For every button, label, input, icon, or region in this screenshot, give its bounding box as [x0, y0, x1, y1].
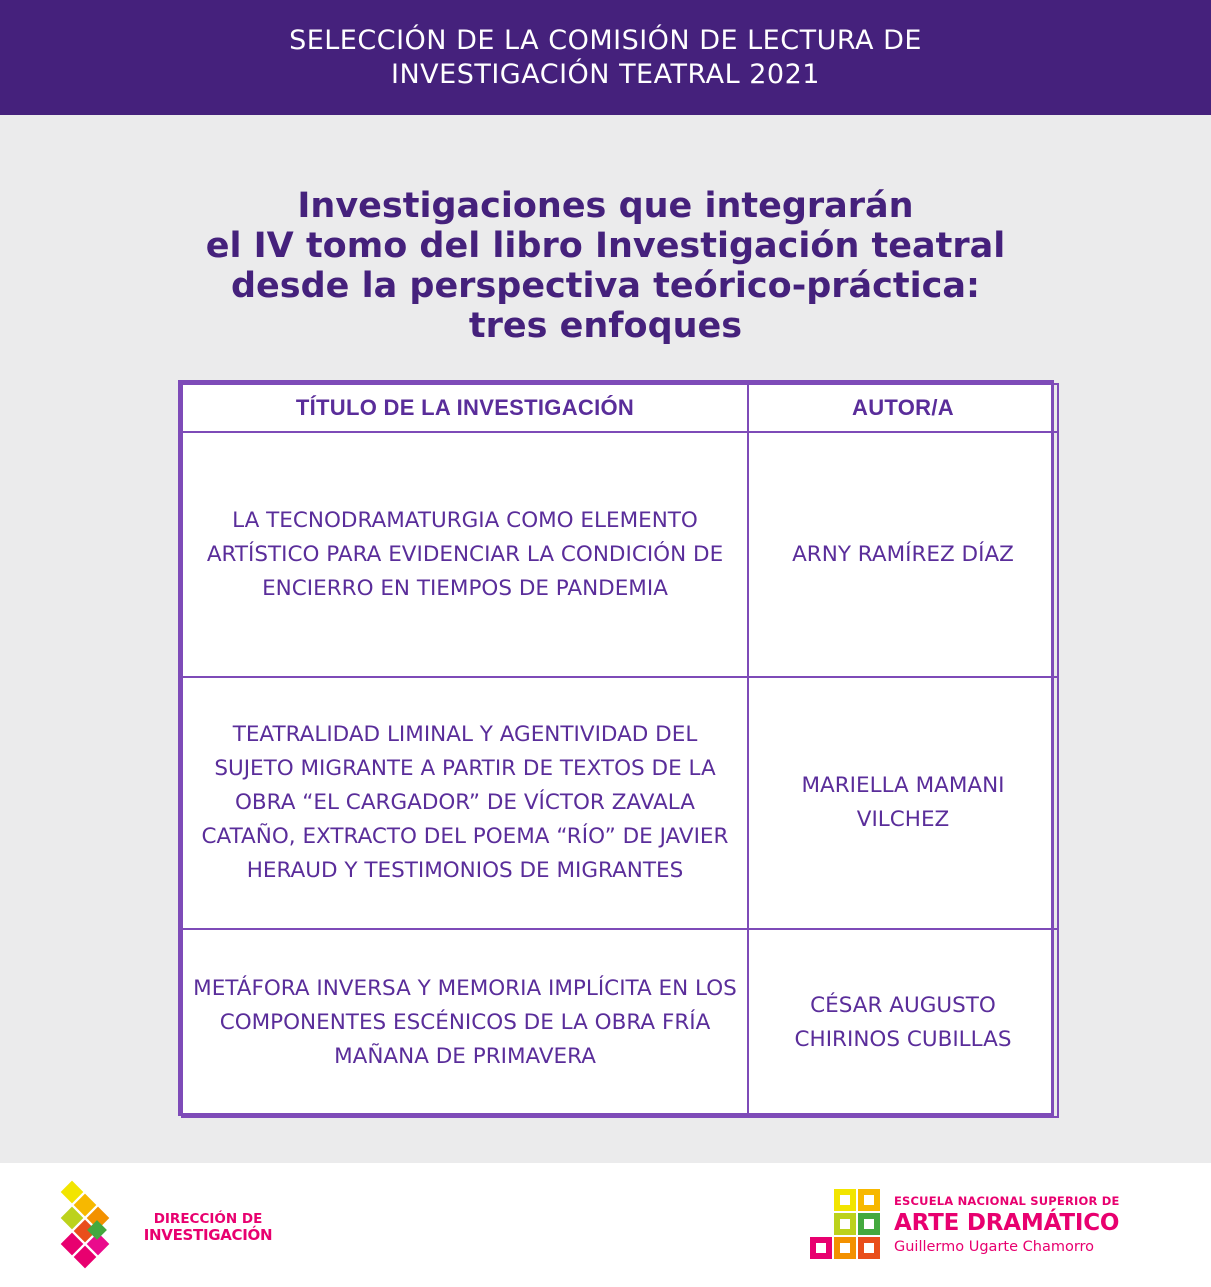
author-cell: CÉSAR AUGUSTO CHIRINOS CUBILLAS	[748, 929, 1058, 1117]
headline-line-4: tres enfoques	[468, 306, 743, 346]
research-title-cell: LA TECNODRAMATURGIA COMO ELEMENTO ARTÍSTICO PARA EVIDENCIAR LA CONDICIÓN DE ENCIERRO EN TIEMPOS DE PANDEMIA	[182, 432, 748, 677]
table-row	[182, 432, 1058, 677]
direccion-investigacion-label	[138, 1211, 278, 1243]
school-name	[894, 1193, 1134, 1257]
headline-line-1: Investigaciones que integrarán	[297, 186, 914, 226]
table-header-row	[182, 384, 1058, 432]
school-line-3: Guillermo Ugarte Chamorro	[894, 1239, 1095, 1255]
headline-line-3: desde la perspectiva teórico-práctica:	[230, 266, 981, 306]
greca-squares-logo-icon	[806, 1187, 886, 1261]
school-line-2: ARTE DRAMÁTICO	[894, 1210, 1120, 1236]
research-title-cell: METÁFORA INVERSA Y MEMORIA IMPLÍCITA EN LOS COMPONENTES ESCÉNICOS DE LA OBRA FRÍA MAÑANA DE PRIMAVERA	[182, 929, 748, 1117]
column-header-title: TÍTULO DE LA INVESTIGACIÓN	[182, 384, 748, 432]
table-row	[182, 677, 1058, 929]
research-title-cell: TEATRALIDAD LIMINAL Y AGENTIVIDAD DEL SUJETO MIGRANTE A PARTIR DE TEXTOS DE LA OBRA “EL CARGADOR” DE VÍCTOR ZAVALA CATAÑO, EXTRACTO DEL POEMA “RÍO” DE JAVIER HERAUD Y TESTIMONIOS DE MIGRANTES	[182, 677, 748, 929]
author-cell: ARNY RAMÍREZ DÍAZ	[748, 432, 1058, 677]
school-line-1: ESCUELA NACIONAL SUPERIOR DE	[894, 1194, 1120, 1208]
logo-left-line-1: DIRECCIÓN DE	[153, 1211, 263, 1227]
banner-title: SELECCIÓN DE LA COMISIÓN DE LECTURA DE INVESTIGACIÓN TEATRAL 2021	[289, 24, 922, 90]
research-table-grid	[181, 383, 1059, 1118]
colored-diamonds-logo-icon	[56, 1179, 122, 1273]
table-row	[182, 929, 1058, 1117]
top-banner	[0, 0, 1211, 115]
footer	[0, 1163, 1211, 1287]
author-cell: MARIELLA MAMANI VILCHEZ	[748, 677, 1058, 929]
page-headline	[0, 186, 1211, 346]
headline-line-2: el IV tomo del libro Investigación teatral	[205, 226, 1006, 266]
column-header-author: AUTOR/A	[748, 384, 1058, 432]
research-table	[178, 380, 1054, 1116]
logo-left-line-2: INVESTIGACIÓN	[143, 1226, 273, 1244]
